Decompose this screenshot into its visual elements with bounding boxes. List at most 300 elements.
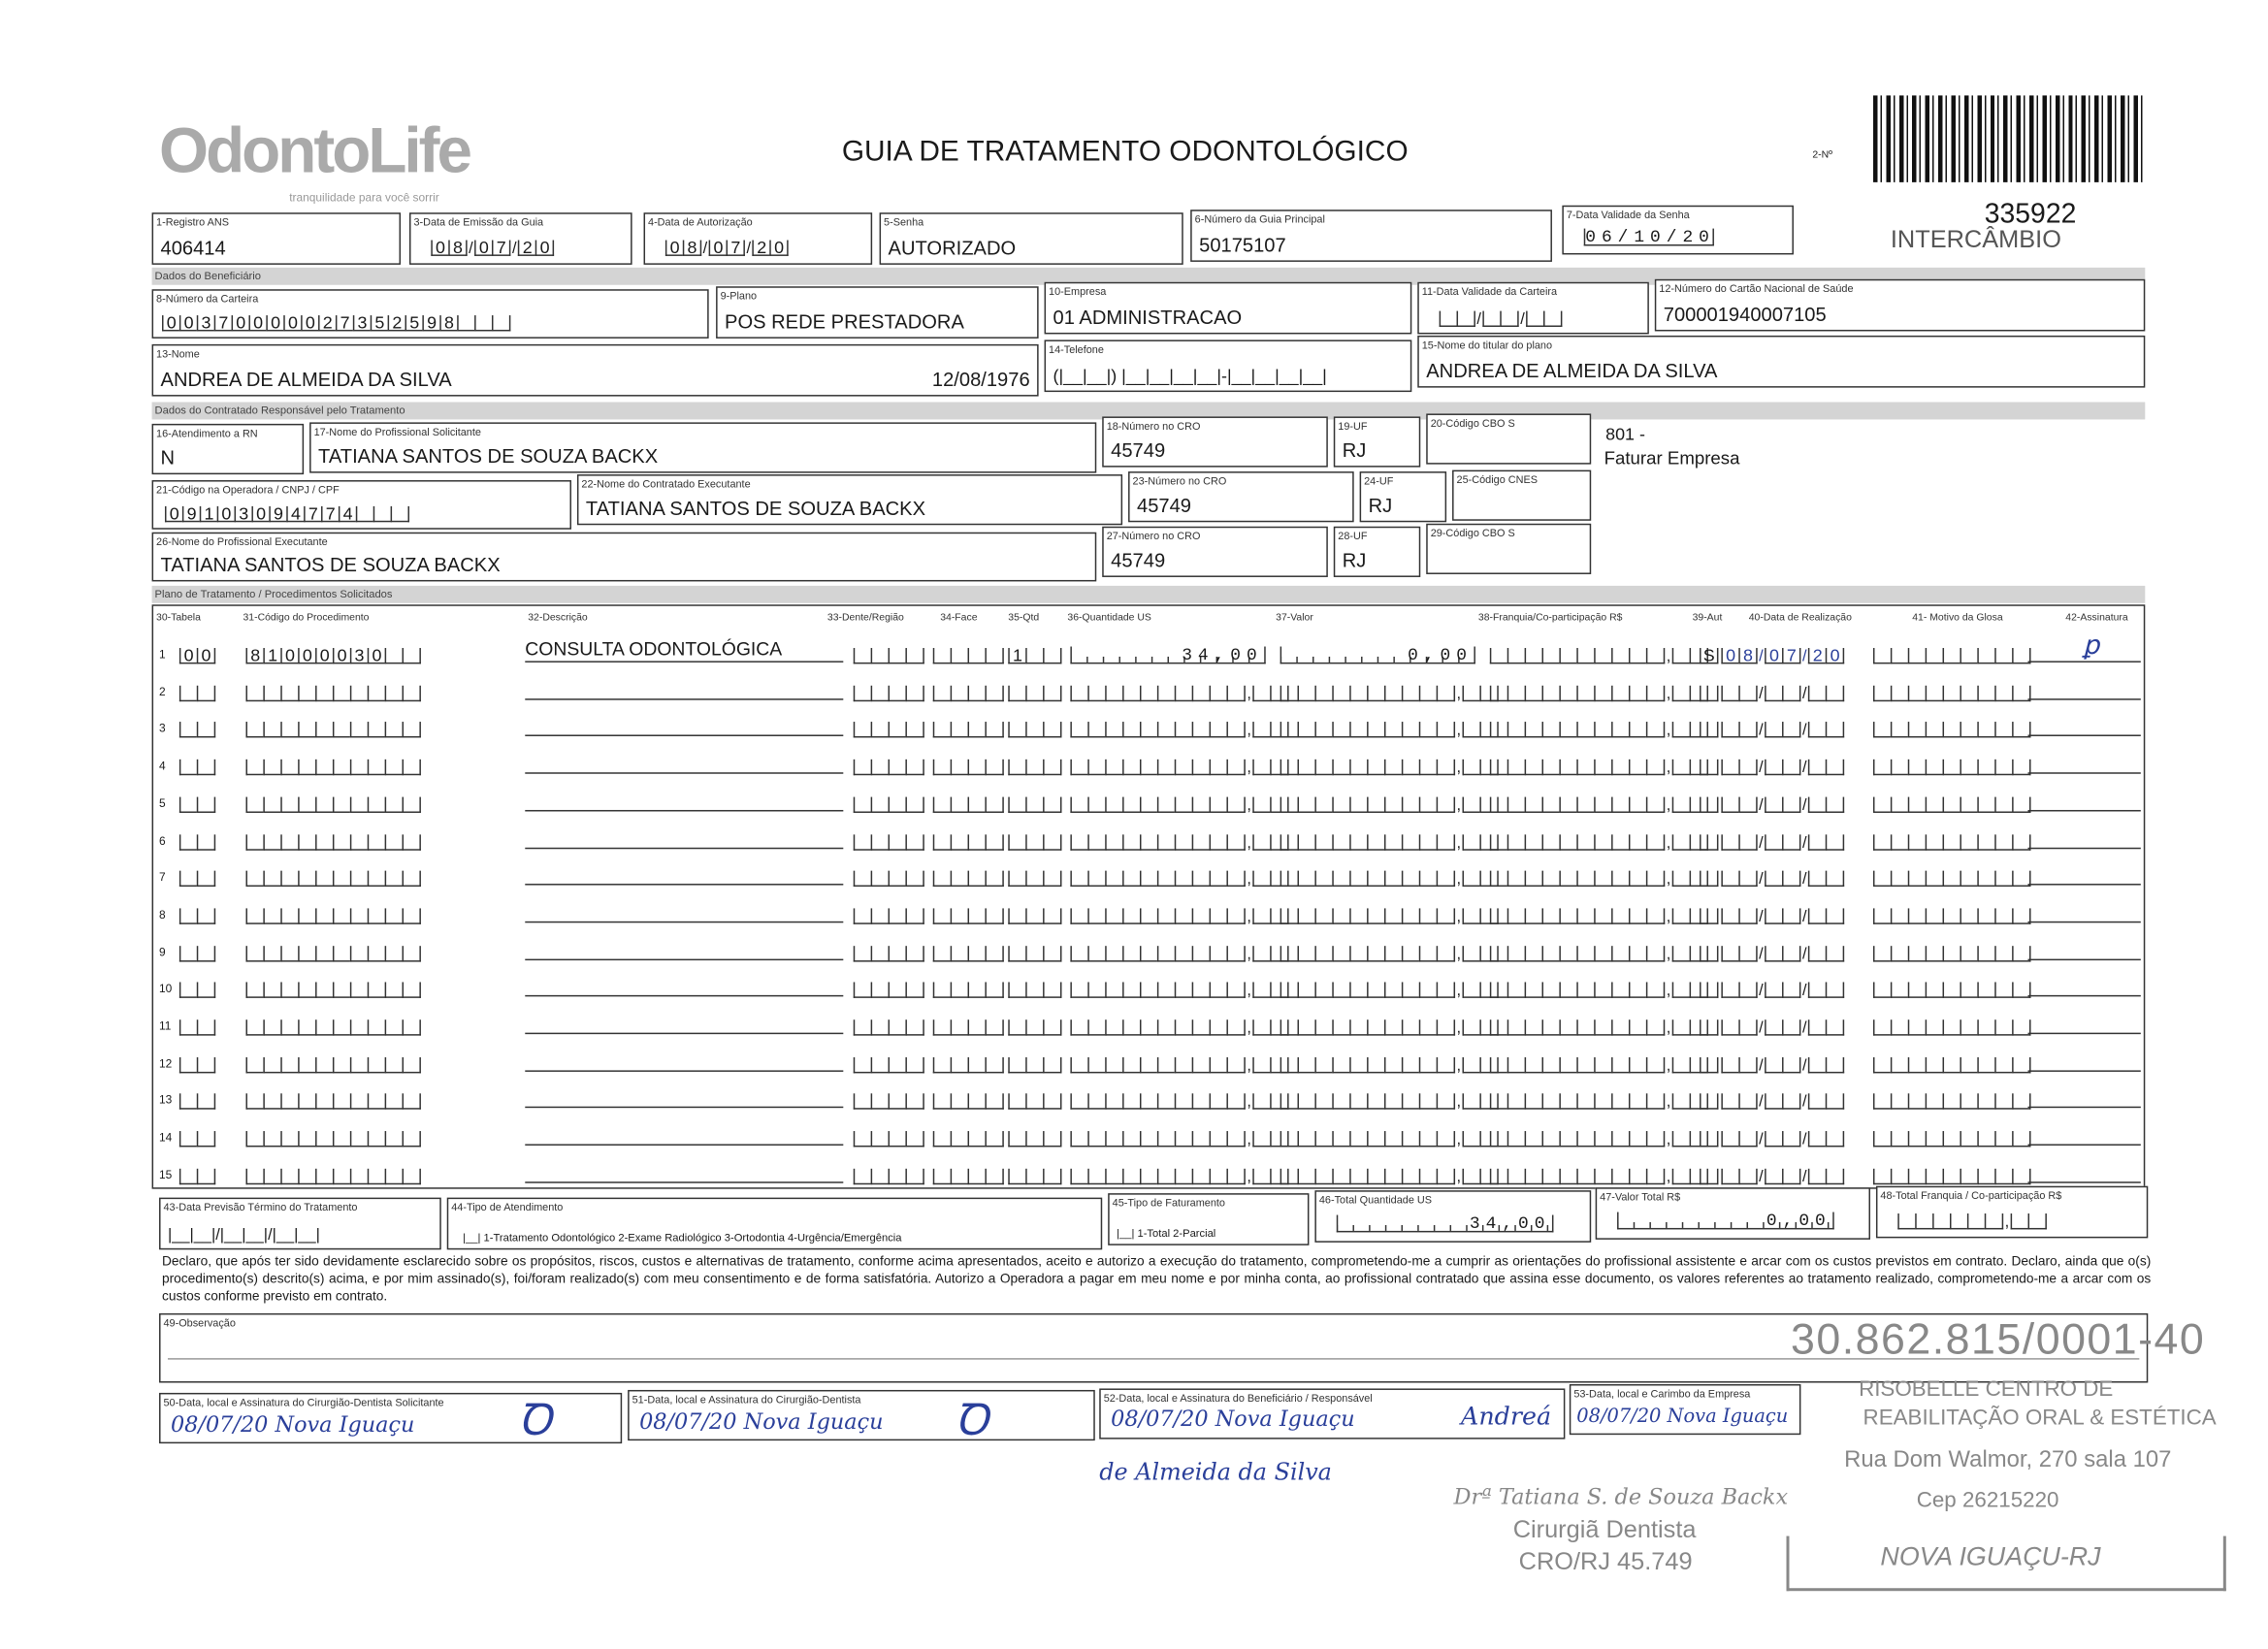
comb-cell — [1280, 1131, 1298, 1147]
comb-cell — [1252, 1169, 1270, 1184]
table-row[interactable] — [0, 935, 2268, 964]
comb-cell — [1542, 908, 1560, 923]
comb-cell — [350, 834, 368, 850]
comb-cell — [1384, 1019, 1402, 1035]
comb-cell — [1140, 1057, 1157, 1073]
field-label: 26-Nome do Profissional Executante — [156, 534, 328, 549]
comb-cell — [333, 685, 350, 700]
codigo-operadora-field[interactable] — [152, 480, 571, 530]
face-comb — [933, 1086, 1004, 1110]
comb-cell: 8 — [1738, 648, 1757, 663]
comb-cell: 0 — [474, 241, 492, 256]
comb-cell — [1070, 723, 1087, 738]
comb-cell — [1782, 983, 1800, 998]
qtd-comb — [1008, 938, 1061, 961]
comb-cell — [1367, 1094, 1384, 1110]
comb-cell — [1192, 1169, 1210, 1184]
comb-cell — [951, 648, 968, 663]
comb-cell — [298, 760, 315, 775]
data-comb — [1721, 938, 1844, 961]
comb-cell — [1576, 871, 1594, 887]
table-row[interactable] — [0, 750, 2268, 779]
tabela-comb — [179, 1124, 215, 1148]
comb-cell — [385, 1094, 403, 1110]
tipo-faturamento-field[interactable] — [1108, 1193, 1309, 1245]
comb-cell — [1943, 796, 1960, 812]
data-comb — [1721, 678, 1844, 701]
comb-cell: 0 — [266, 315, 283, 331]
comb-cell — [1157, 1131, 1175, 1147]
comb-cell — [968, 1094, 986, 1110]
beneficiary-signature-2: de Almeida da Silva — [1099, 1458, 1332, 1486]
comb-cell — [1332, 1169, 1349, 1184]
comb-cell — [1105, 946, 1122, 961]
comb-cell — [1419, 796, 1437, 812]
franquia-comb — [1490, 826, 1708, 850]
comb-cell — [280, 1131, 298, 1147]
comb-cell — [1507, 908, 1525, 923]
comb-cell: 3 — [197, 315, 214, 331]
comb-cell — [1738, 1094, 1757, 1110]
descricao-cell — [525, 1158, 843, 1182]
comb-separator: , — [1456, 1168, 1462, 1186]
comb-cell — [1463, 685, 1480, 700]
comb-cell — [1908, 760, 1926, 775]
comb-cell — [1873, 723, 1891, 738]
comb-cell — [1140, 796, 1157, 812]
comb-cell — [968, 796, 986, 812]
row-number: 7 — [159, 870, 166, 885]
comb-cell — [1332, 1094, 1349, 1110]
comb-cell — [350, 723, 368, 738]
table-row[interactable] — [0, 1121, 2268, 1150]
comb-cell — [1226, 1057, 1245, 1073]
comb-cell — [1926, 834, 1943, 850]
comb-cell — [1721, 760, 1738, 775]
comb-cell — [1700, 1019, 1718, 1035]
table-row[interactable] — [0, 898, 2268, 927]
comb-separator: , — [1247, 908, 1251, 926]
comb-cell — [403, 834, 421, 850]
data-emissao-field[interactable] — [409, 212, 632, 265]
comb-cell — [1332, 760, 1349, 775]
prof-exec-field[interactable] — [152, 533, 1097, 582]
valor-total-value: 0,00 — [1617, 1212, 1834, 1230]
comb-cell: 0 — [165, 506, 182, 522]
comb-cell — [1087, 871, 1105, 887]
data-comb — [1721, 1013, 1844, 1036]
table-row[interactable] — [0, 824, 2268, 853]
comb-cell — [1122, 908, 1140, 923]
codigo-comb — [245, 1124, 420, 1148]
rn-field[interactable] — [152, 424, 305, 474]
comb-cell — [263, 760, 280, 775]
comb-cell — [1280, 1057, 1298, 1073]
cnes-field[interactable] — [1452, 470, 1591, 521]
comb-cell — [1314, 983, 1332, 998]
comb-cell — [1226, 983, 1245, 998]
total-us-field[interactable] — [1314, 1190, 1591, 1243]
column-header: 37-Valor — [1276, 613, 1313, 624]
comb-cell — [368, 1019, 385, 1035]
cns-field[interactable] — [1655, 279, 2145, 332]
comb-cell — [1559, 1057, 1576, 1073]
field-label: 9-Plano — [720, 289, 758, 303]
field-label: 4-Data de Autorização — [648, 215, 753, 229]
comb-cell — [1808, 760, 1826, 775]
comb-cell — [1367, 983, 1384, 998]
comb-cell — [1314, 723, 1332, 738]
comb-separator: / — [1802, 796, 1807, 815]
phone-comb: (|__|__|) |__|__|__|__|-|__|__|__|__| — [1053, 366, 1327, 387]
comb-separator: , — [1247, 1056, 1251, 1075]
codigo-comb — [245, 901, 420, 924]
comb-cell — [1402, 908, 1419, 923]
field-label: 22-Nome do Contratado Executante — [581, 477, 751, 491]
descricao-cell — [525, 972, 843, 996]
comb-cell — [1525, 1094, 1542, 1110]
comb-cell — [1463, 1094, 1480, 1110]
comb-cell — [905, 871, 923, 887]
comb-cell — [1367, 1057, 1384, 1073]
comb-separator: , — [1666, 1168, 1671, 1186]
comb-cell — [333, 834, 350, 850]
comb-cell — [1738, 946, 1757, 961]
comb-cell — [1507, 871, 1525, 887]
comb-cell — [951, 871, 968, 887]
comb-cell — [1008, 834, 1025, 850]
comb-cell — [1490, 648, 1507, 663]
comb-cell — [1782, 685, 1800, 700]
comb-separator: / — [1759, 759, 1764, 777]
field-value: N — [160, 446, 176, 469]
comb-cell — [1419, 1131, 1437, 1147]
tabela-comb — [179, 1050, 215, 1073]
comb-cell: 0 — [535, 241, 554, 256]
validade-carteira-field[interactable] — [1417, 282, 1649, 335]
comb-cell — [333, 946, 350, 961]
comb-separator: , — [1247, 685, 1251, 703]
comb-cell — [1298, 1057, 1315, 1073]
valor-comb — [1280, 678, 1499, 701]
codigo-comb — [245, 863, 420, 887]
executante-field[interactable] — [577, 474, 1122, 525]
comb-cell — [1463, 871, 1480, 887]
table-row[interactable] — [0, 787, 2268, 816]
uf19-field[interactable] — [1334, 416, 1420, 467]
comb-cell — [1349, 871, 1367, 887]
comb-cell — [1463, 1057, 1480, 1073]
aut-comb — [1700, 826, 1718, 850]
comb-cell — [1994, 796, 2012, 812]
comb-cell — [871, 908, 889, 923]
cro23-field[interactable] — [1128, 471, 1354, 522]
tabela-comb — [179, 1086, 215, 1110]
valor-total-field[interactable] — [1596, 1187, 1870, 1240]
comb-cell — [1826, 1169, 1844, 1184]
comb-cell — [1087, 760, 1105, 775]
valor-comb — [1280, 1124, 1499, 1148]
comb-cell — [1721, 946, 1738, 961]
comb-separator: / — [1759, 685, 1764, 703]
comb-cell — [933, 685, 951, 700]
comb-cell — [1542, 946, 1560, 961]
valor-value: 0,00 — [1280, 647, 1475, 664]
table-row[interactable] — [0, 860, 2268, 889]
comb-cell — [1826, 760, 1844, 775]
field-value: POS REDE PRESTADORA — [725, 310, 964, 333]
empresa-field[interactable] — [1045, 282, 1412, 335]
comb-separator: / — [469, 240, 473, 258]
odontolife-logo: OdontoLife — [159, 115, 470, 187]
aut-comb — [1700, 715, 1718, 738]
comb-cell — [474, 315, 492, 331]
comb-cell — [1105, 1019, 1122, 1035]
table-row[interactable] — [0, 638, 2268, 667]
comb-cell — [457, 315, 474, 331]
comb-cell — [1765, 871, 1782, 887]
comb-cell — [1897, 1213, 1915, 1229]
comb-cell — [1782, 908, 1800, 923]
comb-cell — [1252, 908, 1270, 923]
solicitante-field[interactable] — [309, 422, 1096, 472]
comb-separator: , — [1666, 908, 1671, 926]
tabela-comb — [179, 715, 215, 738]
comb-separator: , — [1247, 833, 1251, 852]
comb-cell — [1576, 834, 1594, 850]
comb-cell — [1252, 871, 1270, 887]
comb-cell — [333, 723, 350, 738]
comb-separator: / — [746, 240, 752, 258]
comb-cell — [1891, 1019, 1908, 1035]
comb-cell — [1672, 796, 1690, 812]
comb-cell — [1594, 834, 1611, 850]
comb-cell — [871, 834, 889, 850]
previsao-field[interactable] — [159, 1198, 441, 1250]
comb-cell — [245, 908, 263, 923]
comb-cell — [1525, 723, 1542, 738]
comb-cell — [315, 1131, 333, 1147]
comb-separator: / — [1802, 833, 1807, 852]
comb-cell — [1140, 983, 1157, 998]
comb-cell — [1559, 834, 1576, 850]
column-header: 36-Quantidade US — [1067, 613, 1151, 624]
comb-cell — [1977, 1131, 1994, 1147]
comb-cell — [1140, 1019, 1157, 1035]
date-comb: |__|__|/|__|__|/|__|__| — [167, 1226, 320, 1245]
comb-cell — [905, 796, 923, 812]
comb-cell — [315, 1019, 333, 1035]
comb-cell — [368, 1094, 385, 1110]
registro-ans-field[interactable] — [152, 212, 401, 265]
qtd-us-comb — [1070, 1050, 1288, 1073]
comb-cell — [280, 760, 298, 775]
comb-cell — [1826, 723, 1844, 738]
comb-cell — [871, 685, 889, 700]
field-value: RJ — [1368, 494, 1393, 517]
total-franquia-field[interactable] — [1876, 1186, 2148, 1239]
comb-cell — [1105, 908, 1122, 923]
comb-cell: 2 — [318, 315, 336, 331]
nome-field[interactable] — [152, 344, 1039, 397]
titular-field[interactable] — [1417, 336, 2145, 388]
comb-cell — [179, 685, 197, 700]
comb-cell — [280, 908, 298, 923]
uf24-field[interactable] — [1360, 471, 1446, 522]
comb-cell — [1782, 1057, 1800, 1073]
comb-cell — [1943, 908, 1960, 923]
field-options: |__| 1-Tratamento Odontológico 2-Exame Radiológico 3-Ortodontia 4-Urgência/Emergência — [463, 1230, 902, 1245]
comb-cell: 0 — [298, 648, 315, 663]
comb-cell — [197, 946, 215, 961]
table-row[interactable] — [0, 1158, 2268, 1187]
comb-separator: , — [1666, 1019, 1671, 1038]
comb-cell — [871, 760, 889, 775]
comb-cell — [1873, 908, 1891, 923]
comb-cell — [985, 796, 1003, 812]
comb-cell — [1960, 908, 1977, 923]
comb-cell — [2028, 1213, 2047, 1229]
comb-cell — [385, 871, 403, 887]
comb-cell — [368, 796, 385, 812]
numero-label: 2-Nº — [1812, 150, 1832, 161]
comb-cell — [1943, 1131, 1960, 1147]
comb-cell — [1808, 946, 1826, 961]
comb-separator: / — [1759, 870, 1764, 889]
comb-cell — [1507, 1094, 1525, 1110]
valor-comb — [1280, 826, 1499, 850]
comb-cell — [889, 648, 906, 663]
cro18-field[interactable] — [1102, 416, 1328, 467]
uf28-field[interactable] — [1334, 527, 1420, 577]
comb-cell — [1576, 796, 1594, 812]
assinatura-line — [2028, 1107, 2141, 1108]
comb-cell: 2 — [388, 315, 405, 331]
comb-cell — [1192, 1019, 1210, 1035]
comb-cell — [985, 723, 1003, 738]
field-value: 700001940007105 — [1663, 304, 1827, 326]
table-row[interactable] — [0, 1083, 2268, 1113]
comb-cell — [1611, 983, 1629, 998]
senha-field[interactable] — [880, 212, 1183, 265]
comb-cell — [1463, 1169, 1480, 1184]
data-autorizacao-field[interactable] — [644, 212, 873, 265]
comb-cell — [385, 1169, 403, 1184]
comb-cell — [298, 834, 315, 850]
logo-tagline: tranquilidade para você sorrir — [289, 190, 439, 205]
comb-cell — [1611, 1019, 1629, 1035]
telefone-field[interactable] — [1045, 340, 1412, 392]
comb-cell — [1280, 760, 1298, 775]
comb-cell — [403, 760, 421, 775]
comb-cell: 0 — [709, 241, 727, 256]
field-label: 16-Atendimento a RN — [156, 426, 258, 440]
comb-cell — [1419, 1169, 1437, 1184]
comb-cell — [1721, 1169, 1738, 1184]
plano-field[interactable] — [716, 286, 1039, 339]
comb-cell — [1960, 760, 1977, 775]
comb-cell — [1122, 1131, 1140, 1147]
comb-cell — [905, 648, 923, 663]
comb-cell — [1977, 796, 1994, 812]
guia-principal-field[interactable] — [1190, 210, 1552, 262]
comb-cell — [1507, 648, 1525, 663]
comb-cell — [1490, 871, 1507, 887]
glosa-comb — [1873, 863, 2031, 887]
comb-cell — [280, 723, 298, 738]
comb-cell — [1349, 908, 1367, 923]
comb-cell — [1782, 1169, 1800, 1184]
comb-cell — [1210, 908, 1227, 923]
comb-separator: , — [1456, 796, 1462, 815]
comb-cell — [350, 1094, 368, 1110]
comb-cell — [1157, 871, 1175, 887]
comb-cell — [1175, 760, 1192, 775]
comb-cell — [1402, 946, 1419, 961]
company-stamp-name: RISOBELLE CENTRO DE — [1859, 1376, 2114, 1402]
comb-cell — [179, 723, 197, 738]
date-comb — [431, 233, 554, 256]
comb-cell — [985, 1131, 1003, 1147]
comb-cell — [245, 1169, 263, 1184]
comb-cell — [1140, 834, 1157, 850]
comb-cell: 2 — [1808, 648, 1826, 663]
table-row[interactable] — [0, 712, 2268, 741]
comb-cell — [350, 760, 368, 775]
comb-cell — [1252, 685, 1270, 700]
comb-cell — [933, 796, 951, 812]
glosa-comb — [1873, 715, 2031, 738]
table-row[interactable] — [0, 1047, 2268, 1076]
comb-cell — [385, 1057, 403, 1073]
tipo-atendimento-field[interactable] — [447, 1198, 1102, 1250]
comb-cell — [1384, 983, 1402, 998]
descricao-cell — [525, 1047, 843, 1071]
comb-cell — [1192, 946, 1210, 961]
comb-cell — [245, 834, 263, 850]
codigo-comb — [245, 790, 420, 813]
comb-cell — [1765, 1169, 1782, 1184]
comb-cell — [854, 1169, 871, 1184]
comb-cell — [1008, 946, 1025, 961]
comb-cell — [2011, 1213, 2028, 1229]
comb-cell — [1175, 1169, 1192, 1184]
table-row[interactable] — [0, 675, 2268, 704]
table-row[interactable] — [0, 1010, 2268, 1039]
dente-comb — [854, 1161, 924, 1184]
comb-cell — [350, 796, 368, 812]
cro27-field[interactable] — [1102, 527, 1328, 577]
carteira-field[interactable] — [152, 289, 709, 339]
field-label: 27-Número no CRO — [1106, 529, 1201, 543]
comb-separator: , — [1247, 796, 1251, 815]
comb-cell — [854, 1057, 871, 1073]
comb-separator: / — [1759, 1131, 1764, 1149]
comb-cell — [403, 1094, 421, 1110]
cbo20-field[interactable] — [1426, 413, 1591, 464]
comb-cell — [1043, 908, 1061, 923]
table-row[interactable] — [0, 972, 2268, 1001]
comb-cell — [1646, 834, 1665, 850]
cbo29-field[interactable] — [1426, 524, 1591, 574]
validade-senha-field[interactable] — [1562, 206, 1794, 255]
comb-cell: 7 — [214, 315, 232, 331]
comb-cell — [1157, 1169, 1175, 1184]
aut-comb — [1700, 641, 1718, 664]
comb-cell — [1765, 946, 1782, 961]
comb-cell — [1490, 1057, 1507, 1073]
comb-cell — [315, 983, 333, 998]
